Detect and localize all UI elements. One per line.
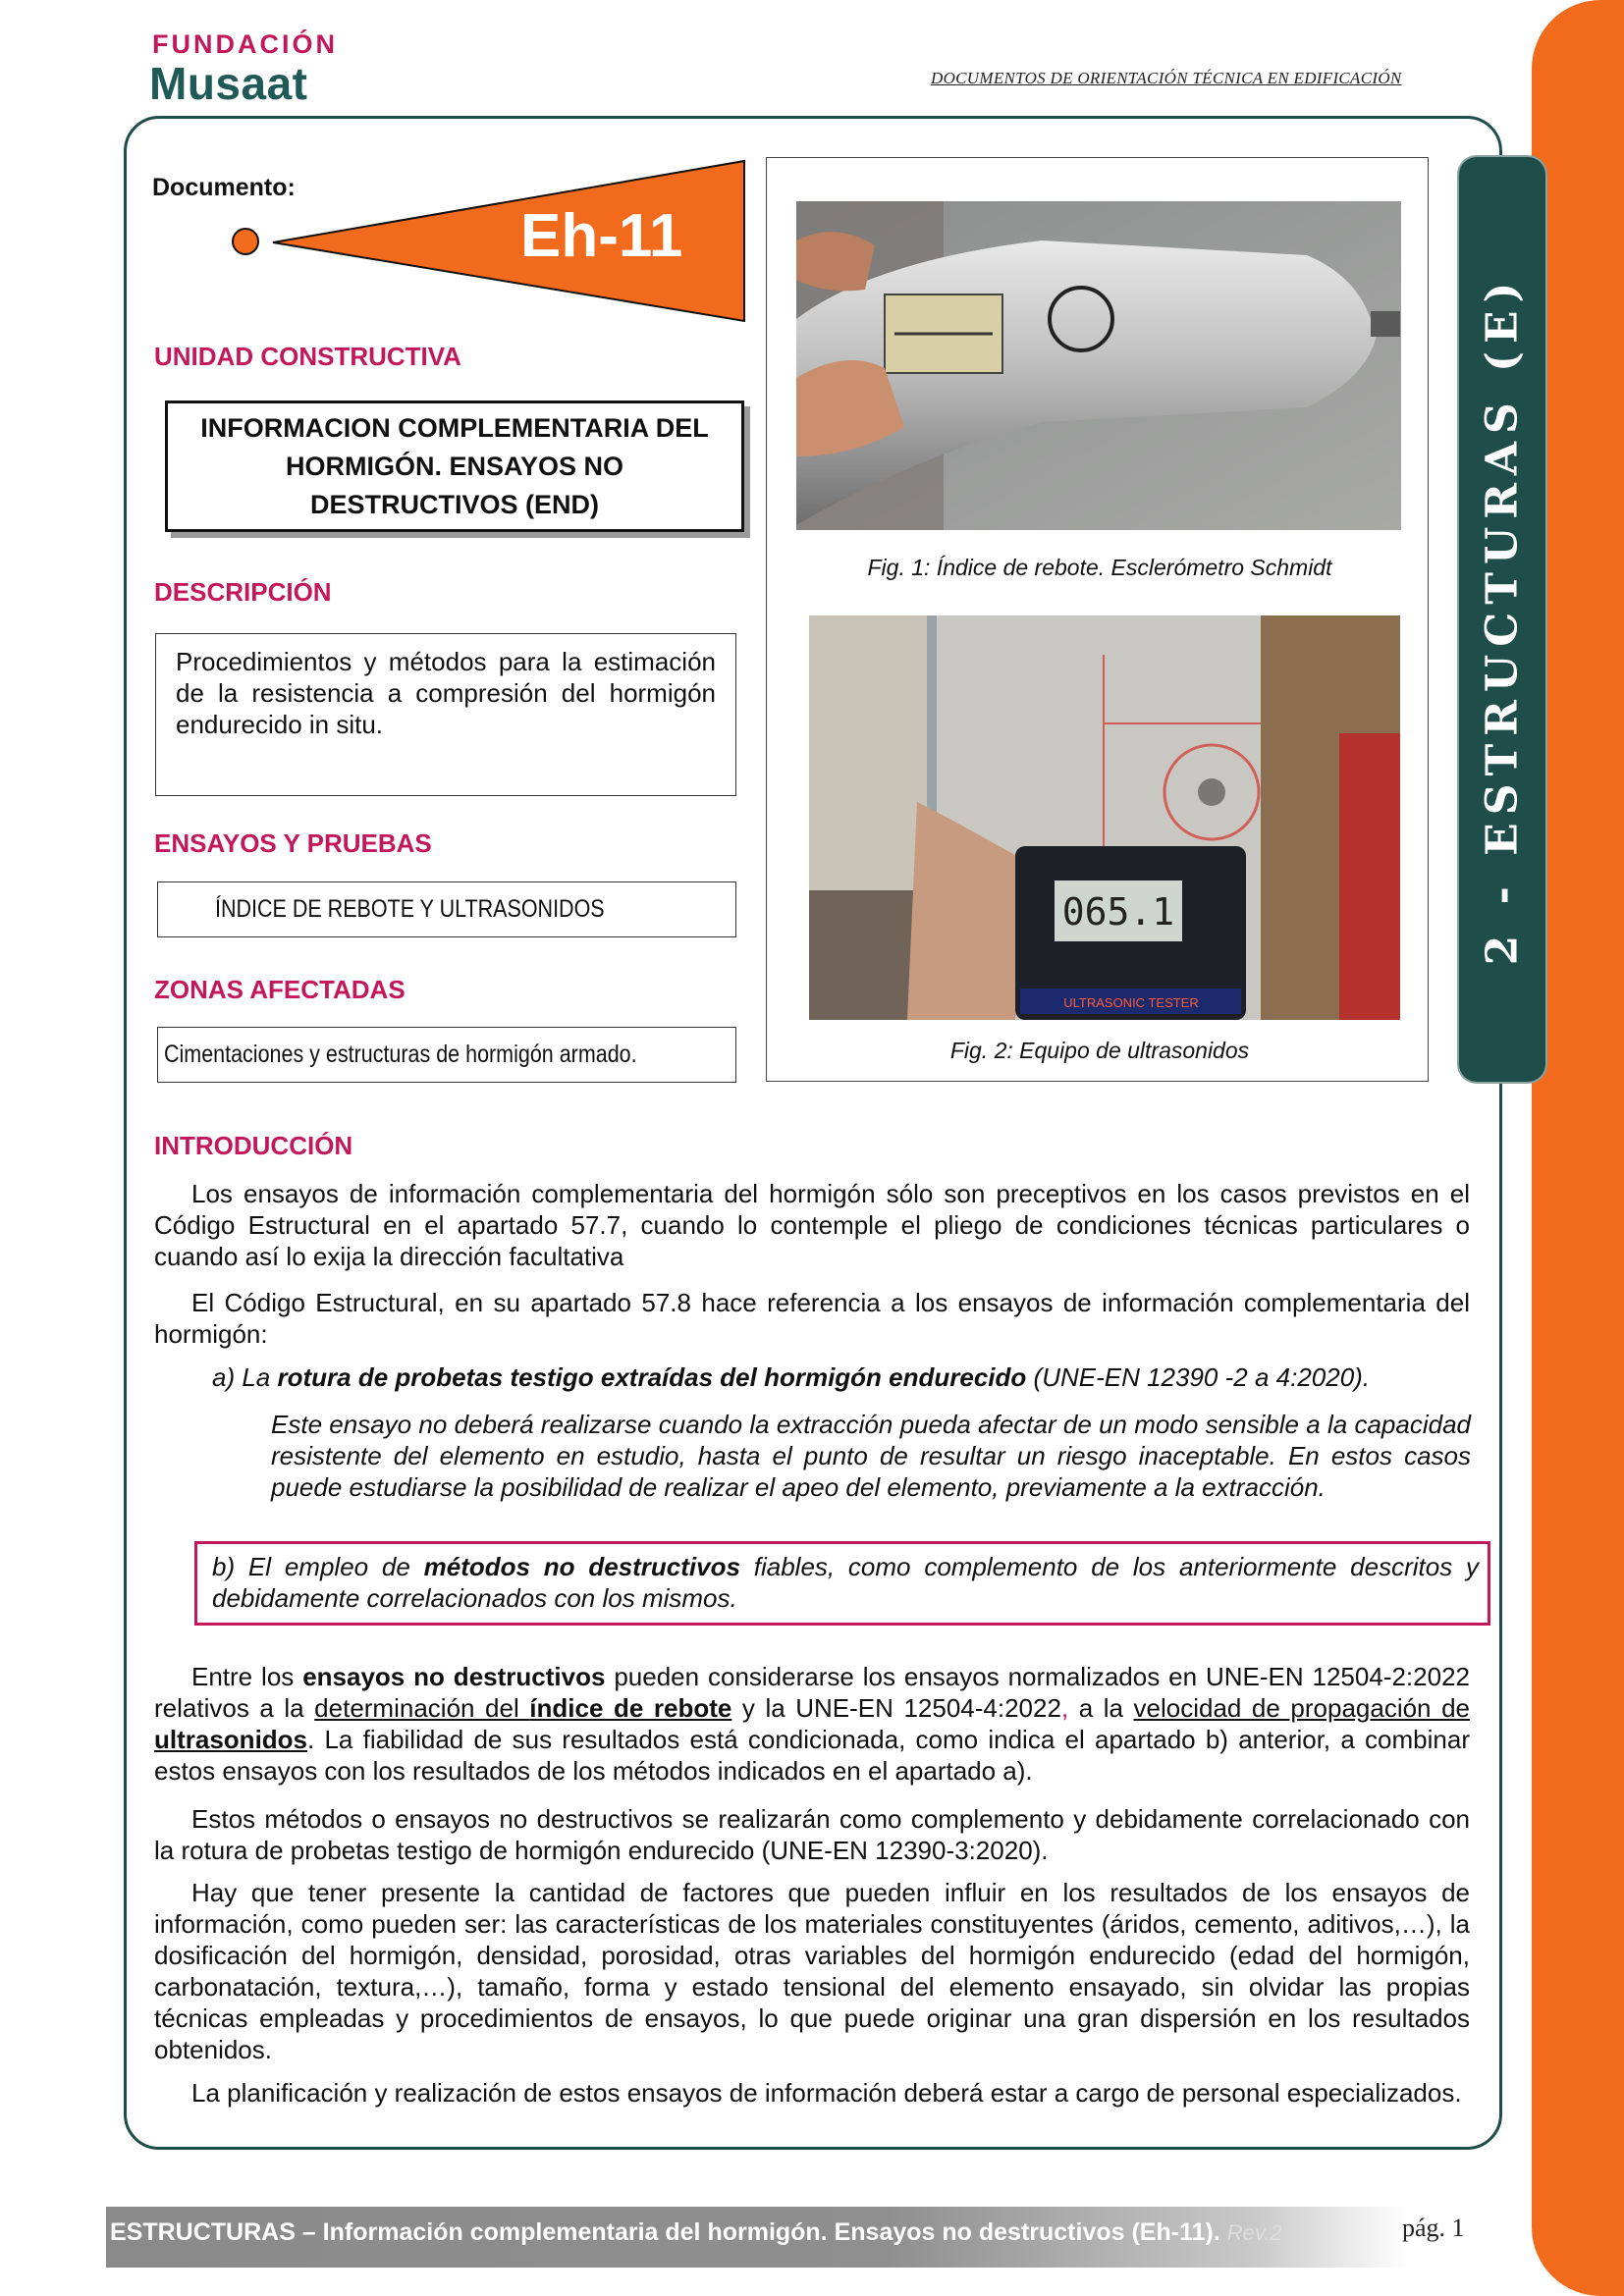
p3-text-4: a la <box>1068 1693 1134 1723</box>
tests-text: ÍNDICE DE REBOTE Y ULTRASONIDOS <box>215 895 605 923</box>
p3-bold-ultrasound: ultrasonidos <box>154 1725 308 1754</box>
zones-text: Cimentaciones y estructuras de hormigón armado. <box>164 1041 637 1068</box>
list-item-a-bold: rotura de probetas testigo extraídas del hormigón endurecido <box>277 1362 1027 1392</box>
list-item-b <box>212 1551 1479 1614</box>
zones-box <box>157 1027 736 1083</box>
list-item-a-prefix: a) La <box>212 1362 278 1392</box>
section-side-tab-label-wrap <box>1459 157 1545 1082</box>
figure-2-caption: Fig. 2: Equipo de ultrasonidos <box>949 1038 1250 1063</box>
tests-box <box>157 881 736 937</box>
p3-bold-ndt: ensayos no destructivos <box>302 1662 606 1691</box>
intro-paragraph-6: La planificación y realización de estos ensayos de información deberá estar a cargo de personal especializados. <box>191 2078 1462 2108</box>
figure-ultrasonic-tester-photo <box>809 615 1400 1020</box>
figure-rebound-hammer-photo <box>796 201 1401 530</box>
page-number: pág. 1 <box>1402 2214 1465 2242</box>
list-item-b-bold: métodos no destructivos <box>423 1552 740 1581</box>
intro-paragraph-1: Los ensayos de información complementaria del hormigón sólo son preceptivos en los casos previstos en el Código Estructural en el apartado 57.7, cuando lo contemple el pliego de condiciones técnicas particulares o cuando así lo exija la dirección facultativa <box>154 1179 1470 1271</box>
series-title: DOCUMENTOS DE ORIENTACIÓN TÉCNICA EN EDIFICACIÓN <box>931 69 1402 87</box>
description-heading: DESCRIPCIÓN <box>154 577 332 607</box>
description-box <box>155 633 736 796</box>
p3-underline-2: velocidad de propagación de <box>1133 1693 1470 1723</box>
orange-side-band <box>1532 0 1624 2296</box>
logo-foundation-text: FUNDACIÓN <box>152 29 338 59</box>
document-code: Eh-11 <box>520 202 683 270</box>
unit-heading: UNIDAD CONSTRUCTIVA <box>154 342 461 371</box>
device-label: ULTRASONIC TESTER <box>1063 995 1199 1010</box>
list-item-a-note: Este ensayo no deberá realizarse cuando la extracción pueda afectar de un modo sensible a la capacidad resistente del elemento en estudio, hasta el punto de resultar un riesgo inaceptable. En estos casos puede estudiarse la posibilidad de realizar el apeo del elemento, previamente a la extracción. <box>271 1410 1471 1502</box>
p3-underline-1: determinación del <box>314 1693 530 1723</box>
footer-title: ESTRUCTURAS – Información complementaria del hormigón. Ensayos no destructivos (Eh-11). <box>110 2218 1220 2246</box>
footer-text <box>110 2218 1282 2247</box>
p3-text-1: Entre los <box>191 1662 303 1691</box>
intro-paragraph-4: Estos métodos o ensayos no destructivos se realizarán como complemento y debidamente correlacionado con la rotura de probetas testigo de hormigón endurecido (UNE-EN 12390-3:2020). <box>154 1804 1470 1865</box>
intro-paragraph-3 <box>154 1661 1470 1787</box>
tests-heading: ENSAYOS Y PRUEBAS <box>154 828 432 858</box>
p3-text-3: y la UNE-EN 12504-4:2022 <box>731 1693 1061 1723</box>
unit-title-box <box>165 400 744 532</box>
logo-musaat: Musaat <box>149 58 308 109</box>
intro-paragraph-2: El Código Estructural, en su apartado 57.8 hace referencia a los ensayos de información complementaria del hormigón: <box>154 1288 1470 1349</box>
list-item-b-suffix: fiables, como complemento de los anteriormente descritos y debidamente correlacionados con los mismos. <box>212 1552 1480 1613</box>
list-item-a-suffix: (UNE-EN 12390 -2 a 4:2020). <box>1026 1362 1371 1392</box>
description-text: Procedimientos y métodos para la estimación de la resistencia a compresión del hormigón endurecido in situ. <box>176 647 716 739</box>
unit-title: INFORMACION COMPLEMENTARIA DEL HORMIGÓN. ENSAYOS NO DESTRUCTIVOS (END) <box>200 412 709 519</box>
figure-1-caption: Fig. 1: Índice de rebote. Esclerómetro Schmidt <box>867 555 1332 580</box>
document-label: Documento: <box>152 174 296 201</box>
intro-heading: INTRODUCCIÓN <box>154 1131 353 1160</box>
p3-red-comma: , <box>1060 1693 1069 1723</box>
list-item-b-prefix: b) El empleo de <box>212 1552 424 1581</box>
intro-paragraph-5: Hay que tener presente la cantidad de factores que pueden influir en los resultados de los ensayos de información, como pueden ser: las características de los materiales constituyentes (áridos, cemento, aditivos,…), la dosificación del hormigón, densidad, porosidad, otras variables del hormigón endurecido (edad del hormigón, carbonatación, textura,…), tamaño, forma y estado tensional del elemento ensayado, sin olvidar las propias técnicas empleadas y procedimientos de ensayos, lo que puede originar una gran dispersión en los resultados obtenidos. <box>154 1878 1470 2064</box>
zones-heading: ZONAS AFECTADAS <box>154 975 406 1004</box>
list-item-a <box>212 1362 1479 1393</box>
footer-revision: Rev.2 <box>1226 2220 1282 2245</box>
device-reading: 065.1 <box>1061 890 1175 934</box>
p3-bold-rebound: índice de rebote <box>529 1693 732 1723</box>
p3-text-5: . La fiabilidad de sus resultados está condicionada, como indica el apartado b) anterior, a combinar estos ensayos con los resultados de los métodos indicados en el apartado a). <box>154 1725 1470 1786</box>
p3-text-2: pueden considerarse los ensayos normalizados en UNE-EN 12504-2:2022 relativos a la <box>154 1662 1470 1723</box>
section-side-tab-label: 2 - ESTRUCTURAS (E) <box>1477 274 1528 965</box>
